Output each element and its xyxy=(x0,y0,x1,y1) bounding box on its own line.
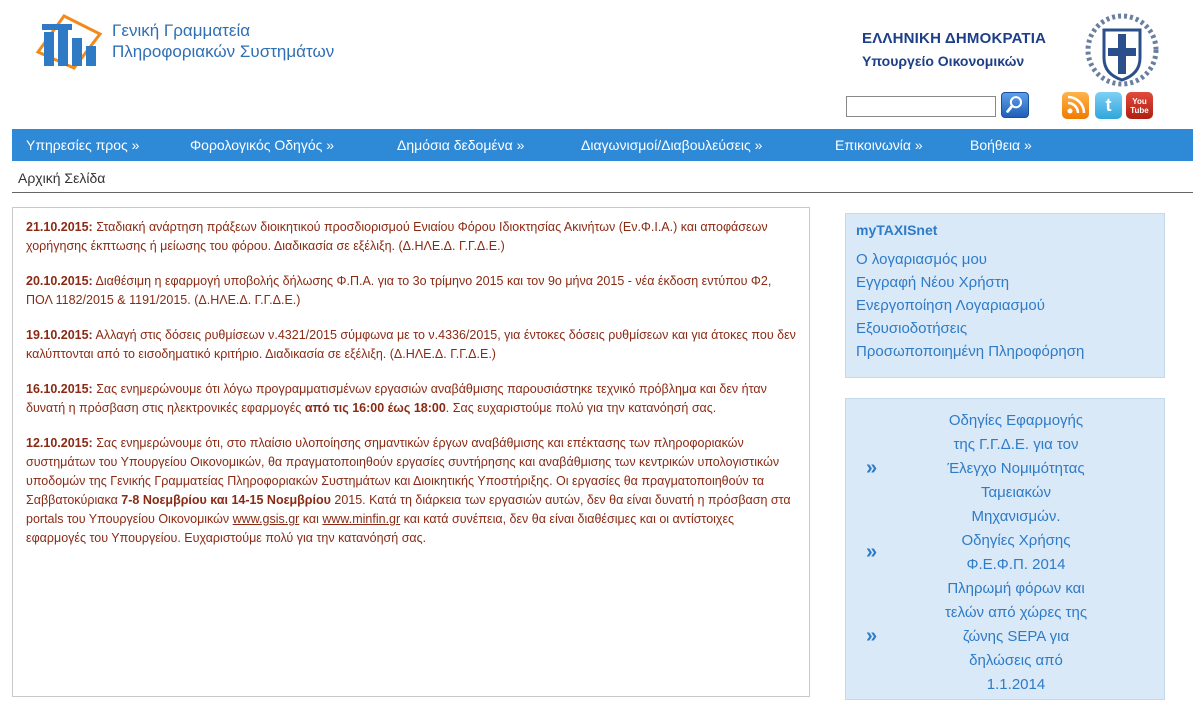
news-text: Αλλαγή στις δόσεις ρυθμίσεων ν.4321/2015 σύμφωνα με το ν.4336/2015, για έντοκες δόσεις ρυθμίσεων και για άτοκες που δεν καλύπτονται από το εισοδηματικό κριτήριο. Διαδικασία σε εξέλιξη. (Δ.ΗΛΕ.Δ. Γ.Γ.Δ.Ε.) xyxy=(26,328,796,361)
breadcrumb[interactable]: Αρχική Σελίδα xyxy=(18,170,106,186)
twitter-button[interactable] xyxy=(1095,92,1122,119)
news-item xyxy=(26,218,796,256)
guide-text-line: Ταμειακών xyxy=(980,484,1052,501)
guide-link-fefp[interactable] xyxy=(846,529,1166,579)
twitter-icon: t xyxy=(1105,95,1112,115)
guide-text-line: Πληρωμή φόρων και xyxy=(947,580,1085,597)
news-item xyxy=(26,434,796,548)
guide-text-line: Μηχανισμών. xyxy=(971,508,1061,525)
site-header xyxy=(0,0,1200,128)
news-text: Σας ενημερώνουμε ότι λόγω προγραμματισμένων εργασιών αναβάθμισης παρουσιάστηκε τεχνικό πρόβλημα και δεν ήταν δυνατή η πρόσβαση στις ηλεκτρονικές εφαρμογές xyxy=(26,382,767,415)
nav-item-public-data[interactable]: Δημόσια δεδομένα » xyxy=(397,137,525,153)
guide-text-line: τελών από χώρες της xyxy=(944,604,1088,621)
chevron-right-icon: » xyxy=(866,541,878,563)
youtube-icon: You Tube xyxy=(1130,96,1149,115)
news-bold-text: από τις 16:00 έως 18:00 xyxy=(304,401,446,415)
news-text: Σταδιακή ανάρτηση πράξεων διοικητικού προσδιορισμού Ενιαίου Φόρου Ιδιοκτησίας Ακινήτων (Εν.Φ.Ι.Α.) και αποφάσεων χορήγησης έκπτωσης ή μείωσης του φόρου. Διαδικασία σε εξέλιξη. (Δ.ΗΛΕ.Δ. Γ.Γ.Δ.Ε.) xyxy=(26,220,768,253)
republic-line1: ΕΛΛΗΝΙΚΗ ΔΗΜΟΚΡΑΤΙΑ xyxy=(862,30,1047,47)
taxisnet-link-personalized[interactable]: Προσωποποιημένη Πληροφόρηση xyxy=(856,343,1085,360)
news-text: και κατά συνέπεια, δεν θα είναι διαθέσιμες και οι αντίστοιχες εφαρμογές του Υπουργείου. Ευχαριστούμε πολύ για την κατανόησή σας. xyxy=(26,512,735,545)
logo-icon[interactable] xyxy=(34,12,104,72)
news-text: . Σας ευχαριστούμε πολύ για την κατανόησή σας. xyxy=(445,401,717,415)
taxisnet-link-activate[interactable]: Ενεργοποίηση Λογαριασμού xyxy=(856,297,1045,314)
org-name-line2: Πληροφοριακών Συστημάτων xyxy=(112,42,335,61)
gsis-link[interactable]: www.gsis.gr xyxy=(232,512,300,526)
news-item xyxy=(26,326,796,364)
news-date: 21.10.2015: xyxy=(26,220,93,234)
youtube-button[interactable] xyxy=(1126,92,1153,119)
news-text: Σας ενημερώνουμε ότι, στο πλαίσιο υλοποίησης σημαντικών έργων αναβάθμισης και επέκτασης των πληροφοριακών συστημάτων του Υπουργείου Οικονομικών, θα πραγματοποιηθούν εργασίες συντήρησης και αναβάθμισης των κεντρικών υπολογιστικών υποδομών της Γενικής Γραμματείας Πληροφοριακών Συστημάτων και Διοικητικής Υποστήριξης. Οι εργασίες θα πραγματοποιηθούν τα Σαββατοκύριακα xyxy=(26,436,780,507)
guide-text-line: δηλώσεις από xyxy=(969,652,1063,669)
nav-item-contact[interactable]: Επικοινωνία » xyxy=(835,137,923,153)
guide-link-cash-registers[interactable] xyxy=(846,409,1166,531)
taxisnet-link-register[interactable]: Εγγραφή Νέου Χρήστη xyxy=(856,274,1010,291)
news-text: Διαθέσιμη η εφαρμογή υποβολής δήλωσης Φ.Π.Α. για το 3ο τρίμηνο 2015 και τον 9ο μήνα 2015 - νέα έκδοση εντύπου Φ2, ΠΟΛ 1182/2015 & 1191/2015. (Δ.ΗΛΕ.Δ. Γ.Γ.Δ.Ε.) xyxy=(26,274,772,307)
republic-title xyxy=(862,30,1046,69)
guides-panel xyxy=(845,398,1165,700)
news-date: 12.10.2015: xyxy=(26,436,93,450)
org-name-line1: Γενική Γραμματεία xyxy=(112,21,251,40)
news-item xyxy=(26,380,796,418)
nav-item-services[interactable]: Υπηρεσίες προς » xyxy=(26,137,140,153)
news-date: 20.10.2015: xyxy=(26,274,93,288)
search-icon xyxy=(1002,93,1028,117)
org-name[interactable] xyxy=(112,20,334,62)
chevron-right-icon: » xyxy=(866,625,878,647)
rss-icon xyxy=(1062,92,1089,119)
taxisnet-panel xyxy=(845,213,1165,378)
guide-text-line: ζώνης SEPA για xyxy=(962,628,1070,645)
nav-item-help[interactable]: Βοήθεια » xyxy=(970,137,1032,153)
nav-item-tax-guide[interactable]: Φορολογικός Οδηγός » xyxy=(190,137,335,153)
news-text: 2015. Κατά τη διάρκεια των εργασιών αυτών, δεν θα είναι δυνατή η πρόσβαση στα portals του Υπουργείου Οικονομικών xyxy=(26,493,791,526)
guide-text-line: 1.1.2014 xyxy=(986,676,1046,693)
news-date: 19.10.2015: xyxy=(26,328,93,342)
guide-text xyxy=(896,529,1136,577)
guide-text xyxy=(896,409,1136,529)
divider xyxy=(12,192,1193,193)
guide-text-line: Φ.Ε.Φ.Π. 2014 xyxy=(966,556,1066,573)
minfin-link[interactable]: www.minfin.gr xyxy=(322,512,401,526)
guide-text-line: Έλεγχο Νομιμότητας xyxy=(947,460,1085,477)
nav-item-tenders[interactable]: Διαγωνισμοί/Διαβουλεύσεις » xyxy=(581,137,763,153)
taxisnet-title[interactable]: myTAXISnet xyxy=(856,222,938,238)
guide-text-line: της Γ.Γ.Δ.Ε. για τον xyxy=(953,436,1079,453)
emblem-icon xyxy=(1082,12,1162,88)
rss-button[interactable] xyxy=(1062,92,1089,119)
news-date: 16.10.2015: xyxy=(26,382,93,396)
main-nav xyxy=(12,129,1193,161)
guide-text-line: Οδηγίες Χρήσης xyxy=(961,532,1071,549)
taxisnet-link-account[interactable]: Ο λογαριασμός μου xyxy=(856,251,987,268)
news-bold-text: 7-8 Νοεμβρίου και 14-15 Νοεμβρίου xyxy=(121,493,331,507)
news-text: και xyxy=(299,512,323,526)
news-panel xyxy=(12,207,810,697)
guide-text-line: Οδηγίες Εφαρμογής xyxy=(948,412,1084,429)
ministry-line: Υπουργείο Οικονομικών xyxy=(862,53,1025,69)
guide-link-sepa[interactable] xyxy=(846,577,1166,699)
search-button[interactable] xyxy=(1001,92,1029,118)
taxisnet-link-authorizations[interactable]: Εξουσιοδοτήσεις xyxy=(856,320,968,337)
news-item xyxy=(26,272,796,310)
guide-text xyxy=(896,577,1136,697)
chevron-right-icon: » xyxy=(866,457,878,479)
search-input[interactable] xyxy=(846,96,996,117)
